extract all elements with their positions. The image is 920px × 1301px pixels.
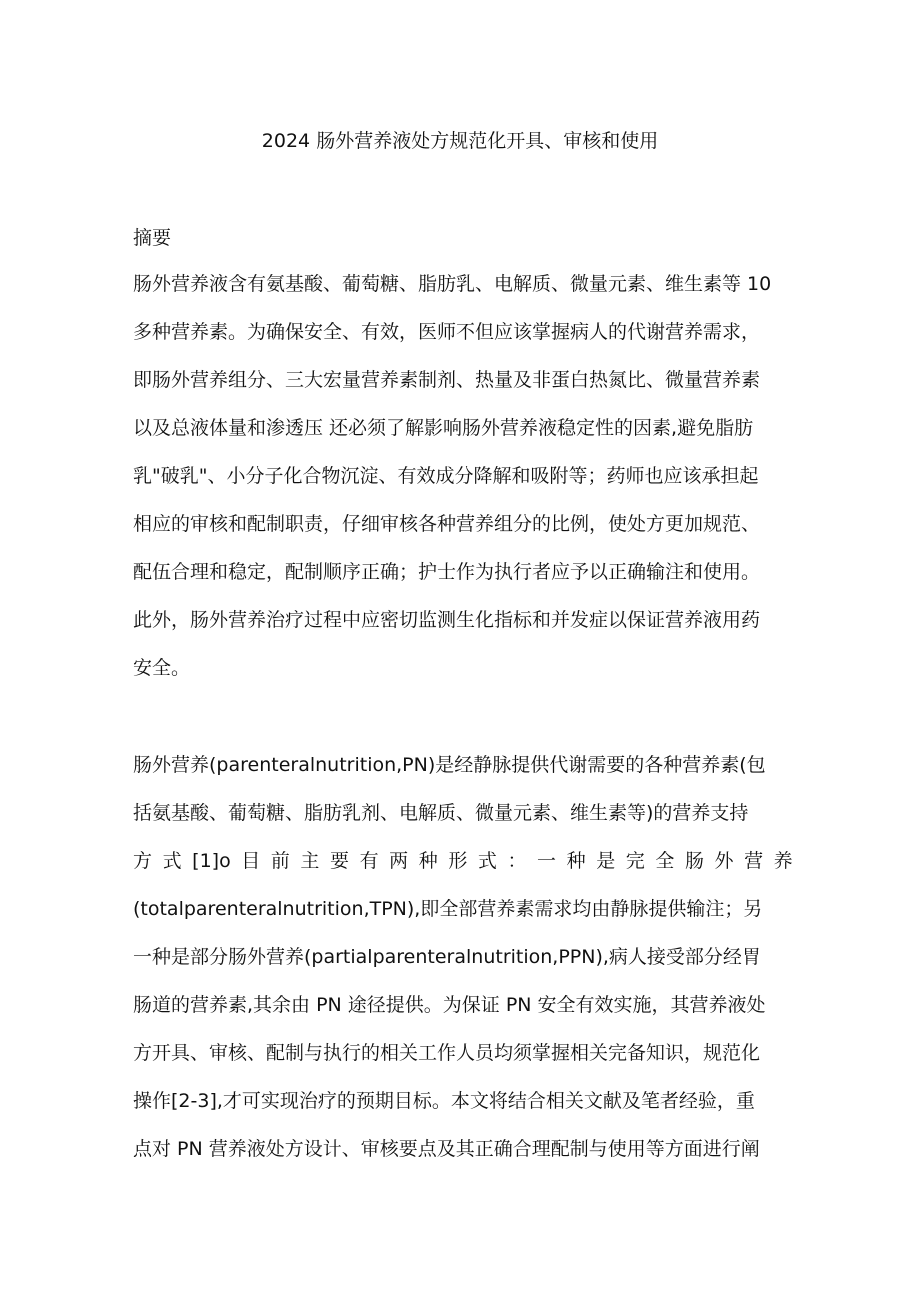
justified-word: 一 bbox=[537, 850, 557, 872]
justified-word: 式 bbox=[162, 850, 182, 872]
text-line-justified bbox=[133, 849, 793, 897]
justified-word: [1]o bbox=[192, 850, 231, 872]
justified-word: 种 bbox=[418, 850, 438, 872]
text-line: (totalparenteralnutrition,TPN),即全部营养素需求均由静脉提供输注；另 bbox=[133, 898, 763, 920]
justified-word: 目 bbox=[241, 850, 261, 872]
text-line: 配伍合理和稳定，配制顺序正确；护士作为执行者应予以正确输注和使用。 bbox=[133, 561, 761, 583]
abstract-paragraph bbox=[133, 272, 793, 704]
justified-word: 全 bbox=[655, 850, 675, 872]
document-title: 2024 肠外营养液处方规范化开具、审核和使用 bbox=[261, 130, 659, 152]
justified-word: 前 bbox=[270, 850, 290, 872]
text-line: 此外，肠外营养治疗过程中应密切监测生化指标和并发症以保证营养液用药 bbox=[133, 609, 761, 631]
justified-word: ： bbox=[507, 850, 527, 872]
justified-word: 方 bbox=[133, 850, 153, 872]
justified-word: 肠 bbox=[684, 850, 704, 872]
text-line: 肠道的营养素,其余由 PN 途径提供。为保证 PN 安全有效实施，其营养液处 bbox=[133, 994, 766, 1016]
justified-word: 形 bbox=[448, 850, 468, 872]
text-line: 括氨基酸、葡萄糖、脂肪乳剂、电解质、微量元素、维生素等)的营养支持 bbox=[133, 802, 749, 824]
abstract-heading: 摘要 bbox=[133, 227, 172, 249]
text-line: 多种营养素。为确保安全、有效，医师不但应该掌握病人的代谢营养需求， bbox=[133, 321, 761, 343]
text-line: 方开具、审核、配制与执行的相关工作人员均须掌握相关完备知识，规范化 bbox=[133, 1042, 761, 1064]
text-line: 安全。 bbox=[133, 657, 191, 679]
text-line: 乳"破乳"、小分子化合物沉淀、有效成分降解和吸附等；药师也应该承担起 bbox=[133, 465, 759, 487]
body-paragraph bbox=[133, 753, 793, 1185]
justified-word: 式 bbox=[477, 850, 497, 872]
justified-word: 要 bbox=[330, 850, 350, 872]
text-line: 操作[2-3],才可实现治疗的预期目标。本文将结合相关文献及笔者经验，重 bbox=[133, 1090, 755, 1112]
text-line: 一种是部分肠外营养(partialparenteralnutrition,PPN),病人接受部分经胃 bbox=[133, 946, 761, 968]
justified-word: 主 bbox=[300, 850, 320, 872]
justified-word: 营 bbox=[744, 850, 764, 872]
justified-word: 完 bbox=[625, 850, 645, 872]
text-line: 肠外营养(parenteralnutrition,PN)是经静脉提供代谢需要的各种营养素(包 bbox=[133, 754, 766, 776]
text-line: 即肠外营养组分、三大宏量营养素制剂、热量及非蛋白热氮比、微量营养素 bbox=[133, 369, 761, 391]
justified-word: 是 bbox=[596, 850, 616, 872]
text-line: 相应的审核和配制职责，仔细审核各种营养组分的比例，使处方更加规范、 bbox=[133, 513, 761, 535]
justified-word: 养 bbox=[773, 850, 793, 872]
justified-word: 有 bbox=[359, 850, 379, 872]
text-line: 肠外营养液含有氨基酸、葡萄糖、脂肪乳、电解质、微量元素、维生素等 10 bbox=[133, 273, 772, 295]
text-line: 以及总液体量和渗透压 还必须了解影响肠外营养液稳定性的因素,避免脂肪 bbox=[133, 417, 754, 439]
justified-word: 种 bbox=[566, 850, 586, 872]
justified-word: 两 bbox=[389, 850, 409, 872]
text-line: 点对 PN 营养液处方设计、审核要点及其正确合理配制与使用等方面进行阐 bbox=[133, 1138, 760, 1160]
justified-word: 外 bbox=[714, 850, 734, 872]
